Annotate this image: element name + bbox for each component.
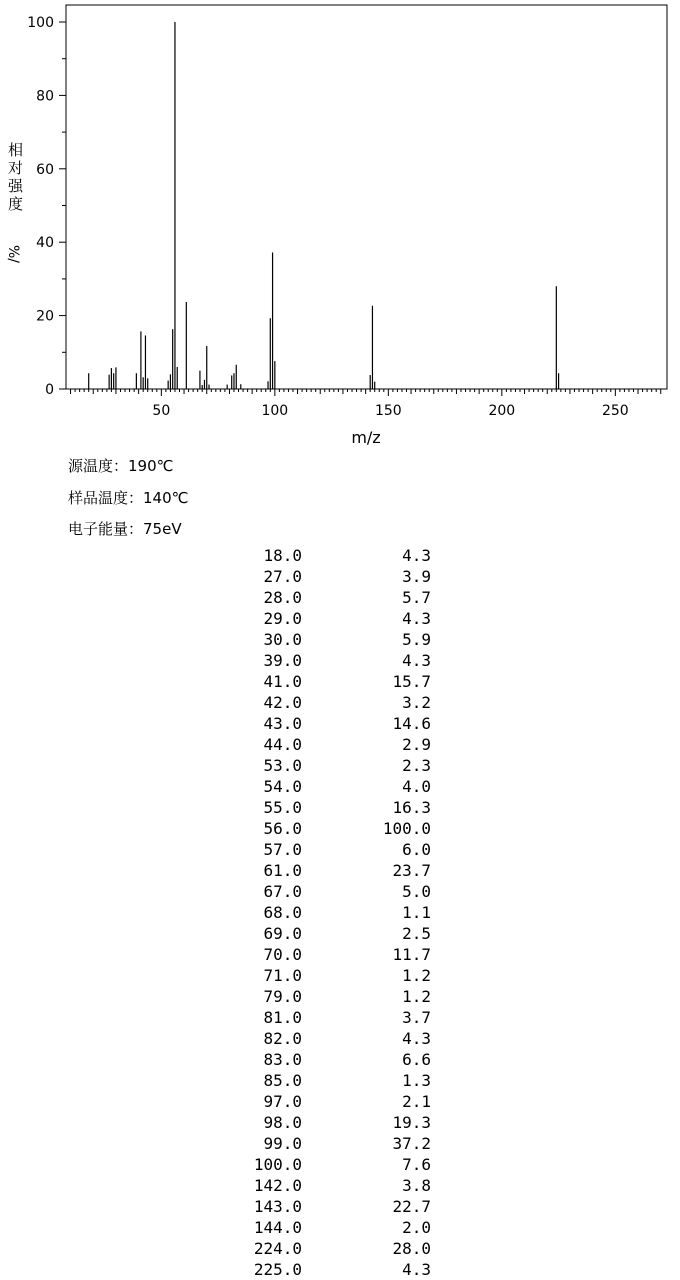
y-axis-title (5, 141, 24, 263)
table-row (220, 902, 431, 923)
table-row (220, 881, 431, 902)
table-row (220, 965, 431, 986)
y-axis-label (8, 141, 24, 213)
abundance-cell: 19.3 (392, 1113, 431, 1132)
electron-energy: 电子能量：75eV (68, 520, 182, 538)
mz-cell: 44.0 (263, 735, 302, 754)
table-row (220, 545, 431, 566)
mz-cell: 39.0 (263, 651, 302, 670)
abundance-cell: 4.3 (402, 609, 431, 628)
abundance-cell: 4.3 (402, 1260, 431, 1279)
abundance-cell: 4.3 (402, 546, 431, 565)
abundance-cell: 4.3 (402, 1029, 431, 1048)
table-row (220, 1049, 431, 1070)
y-axis-label-char: 度 (8, 195, 24, 213)
svg-text:相对强度 (8, 141, 24, 213)
table-row (220, 1028, 431, 1049)
y-axis-label-char: 相 (8, 141, 24, 159)
abundance-cell: 100.0 (382, 819, 431, 838)
table-row (220, 1070, 431, 1091)
x-tick-label: 100 (261, 403, 289, 419)
abundance-cell: 4.0 (402, 777, 431, 796)
table-row (220, 1217, 431, 1238)
abundance-cell: 3.8 (402, 1176, 431, 1195)
table-row (220, 1196, 431, 1217)
mz-cell: 54.0 (263, 777, 302, 796)
mz-cell: 55.0 (263, 798, 302, 817)
mz-cell: 67.0 (263, 882, 302, 901)
mz-cell: 82.0 (263, 1029, 302, 1048)
abundance-cell: 6.0 (402, 840, 431, 859)
table-row (220, 818, 431, 839)
mz-cell: 61.0 (263, 861, 302, 880)
mz-cell: 18.0 (263, 546, 302, 565)
table-row (220, 1091, 431, 1112)
y-tick-label: 100 (27, 15, 54, 31)
mz-cell: 56.0 (263, 819, 302, 838)
table-row (220, 860, 431, 881)
table-row (220, 839, 431, 860)
abundance-cell: 11.7 (392, 945, 431, 964)
table-row (220, 1133, 431, 1154)
mz-cell: 224.0 (253, 1239, 302, 1258)
table-row (220, 671, 431, 692)
abundance-cell: 7.6 (402, 1155, 431, 1174)
abundance-cell: 14.6 (392, 714, 431, 733)
mz-cell: 225.0 (253, 1260, 302, 1279)
y-axis-label-char: 对 (8, 159, 24, 177)
mz-cell: 100.0 (253, 1155, 302, 1174)
table-row (220, 608, 431, 629)
abundance-cell: 2.0 (402, 1218, 431, 1237)
y-tick-label: 20 (36, 308, 54, 325)
mz-cell: 142.0 (253, 1176, 302, 1195)
table-row (220, 587, 431, 608)
source-temperature: 源温度：190℃ (68, 457, 174, 475)
mz-cell: 71.0 (263, 966, 302, 985)
mz-cell: 29.0 (263, 609, 302, 628)
plot-frame (66, 5, 667, 389)
table-row (220, 986, 431, 1007)
abundance-cell: 16.3 (392, 798, 431, 817)
x-axis-label: m/z (351, 428, 381, 447)
x-tick-label: 200 (488, 403, 516, 419)
mz-cell: 83.0 (263, 1050, 302, 1069)
mz-cell: 28.0 (263, 588, 302, 607)
y-tick-label: 40 (36, 235, 54, 252)
mz-cell: 99.0 (263, 1134, 302, 1153)
table-row (220, 1175, 431, 1196)
peak-bars (89, 22, 559, 389)
abundance-cell: 23.7 (392, 861, 431, 880)
x-tick-label: 150 (374, 403, 402, 419)
table-row (220, 1259, 431, 1280)
mz-cell: 81.0 (263, 1008, 302, 1027)
abundance-cell: 3.7 (402, 1008, 431, 1027)
mz-cell: 97.0 (263, 1092, 302, 1111)
mz-cell: 57.0 (263, 840, 302, 859)
mz-cell: 69.0 (263, 924, 302, 943)
table-row (220, 755, 431, 776)
abundance-cell: 4.3 (402, 651, 431, 670)
mass-spectrum-chart (0, 0, 680, 450)
mz-cell: 41.0 (263, 672, 302, 691)
abundance-cell: 1.3 (402, 1071, 431, 1090)
abundance-cell: 2.3 (402, 756, 431, 775)
abundance-cell: 6.6 (402, 1050, 431, 1069)
abundance-cell: 28.0 (392, 1239, 431, 1258)
y-tick-label: 80 (36, 88, 54, 105)
table-row (220, 713, 431, 734)
x-tick-label: 250 (601, 403, 629, 419)
abundance-cell: 22.7 (392, 1197, 431, 1216)
table-row (220, 1238, 431, 1259)
table-row (220, 629, 431, 650)
table-row (220, 923, 431, 944)
abundance-cell: 3.2 (402, 693, 431, 712)
mz-cell: 42.0 (263, 693, 302, 712)
mz-cell: 68.0 (263, 903, 302, 922)
abundance-cell: 1.2 (402, 966, 431, 985)
abundance-cell: 2.1 (402, 1092, 431, 1111)
table-row (220, 944, 431, 965)
x-tick-label: 50 (152, 403, 171, 419)
table-row (220, 692, 431, 713)
y-tick-label: 60 (36, 161, 54, 178)
abundance-cell: 5.7 (402, 588, 431, 607)
table-row (220, 734, 431, 755)
table-row (220, 566, 431, 587)
mz-cell: 79.0 (263, 987, 302, 1006)
table-row (220, 776, 431, 797)
mz-cell: 144.0 (253, 1218, 302, 1237)
table-row (220, 650, 431, 671)
mz-cell: 43.0 (263, 714, 302, 733)
abundance-cell: 2.9 (402, 735, 431, 754)
abundance-cell: 5.9 (402, 630, 431, 649)
mz-cell: 70.0 (263, 945, 302, 964)
table-row (220, 1007, 431, 1028)
mz-cell: 27.0 (263, 567, 302, 586)
abundance-cell: 37.2 (392, 1134, 431, 1153)
x-axis-ticks (71, 389, 661, 419)
mz-cell: 53.0 (263, 756, 302, 775)
peak-table (220, 545, 431, 1280)
abundance-cell: 1.2 (402, 987, 431, 1006)
mz-cell: 85.0 (263, 1071, 302, 1090)
abundance-cell: 2.5 (402, 924, 431, 943)
table-row (220, 1112, 431, 1133)
mz-cell: 30.0 (263, 630, 302, 649)
mz-cell: 98.0 (263, 1113, 302, 1132)
abundance-cell: 3.9 (402, 567, 431, 586)
y-tick-label: 0 (45, 382, 54, 398)
y-axis-unit: %/ (5, 245, 21, 264)
mz-cell: 143.0 (253, 1197, 302, 1216)
abundance-cell: 15.7 (392, 672, 431, 691)
sample-temperature: 样品温度：140℃ (68, 489, 189, 507)
y-axis-ticks (27, 15, 66, 398)
y-axis-label-char: 强 (8, 177, 24, 195)
table-row (220, 1154, 431, 1175)
table-row (220, 797, 431, 818)
abundance-cell: 1.1 (402, 903, 431, 922)
abundance-cell: 5.0 (402, 882, 431, 901)
